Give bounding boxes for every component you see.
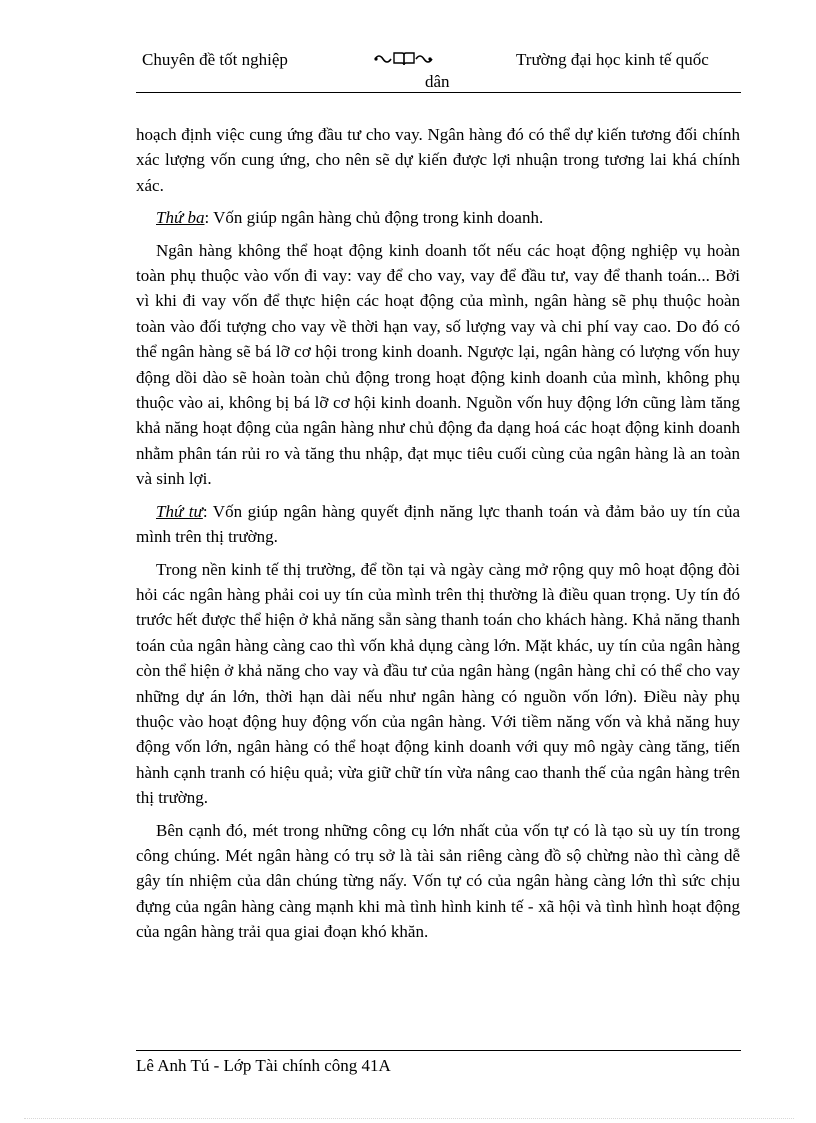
page-header: [136, 48, 741, 92]
header-thesis-label: Chuyên đề tốt nghiệp: [142, 50, 288, 69]
third-point-label: Thứ ba: [156, 208, 205, 228]
paragraph-market-reputation: Trong nền kinh tế thị trường, để tồn tại và ngày càng mở rộng quy mô hoạt động đòi hỏi các ngân hàng phải coi uy tín của mình trên thị thường là điều quan trọng. Uy tín đó trước hết được thể hiện ở khả năng sẵn sàng thanh toán cho khách hàng. Khả năng thanh toán của ngân hàng càng cao thì vốn khả dụng càng lớn. Mặt khác, uy tín của ngân hàng còn thể hiện ở khả năng cho vay và đầu tư của ngân hàng (ngân hàng chỉ có thể cho vay những dự án lớn, thời hạn dài nếu như ngân hàng có nguồn vốn lớn). Điều này phụ thuộc vào hoạt động huy động vốn của ngân hàng. Với tiềm năng vốn và khả năng huy động vốn lớn, ngân hàng có thể hoạt động kinh doanh với quy mô ngày càng tăng, tiến hành cạnh tranh có hiệu quả; vừa giữ chữ tín vừa nâng cao thanh thế của ngân hàng trên thị trường.: [136, 559, 740, 808]
book-ornament-icon: [372, 50, 434, 68]
paragraph-equity-capital: Bên cạnh đó, mét trong những công cụ lớn nhất của vốn tự có là tạo sù uy tín trong công chúng. Mét ngân hàng có trụ sở là tài sản riêng càng đồ sộ chừng nào thì càng dễ gây tín nhiệm của dân chúng từng nấy. Vốn tự có của ngân hàng càng lớn thì sức chịu đựng của ngân hàng càng mạnh khi mà tình hình kinh tế - xã hội và tình hình hoạt động của ngân hàng trải qua giai đoạn khó khăn.: [136, 820, 740, 942]
header-university-name: Trường đại học kinh tế quốc: [516, 50, 709, 69]
third-point-text: : Vốn giúp ngân hàng chủ động trong kinh doanh.: [204, 208, 544, 228]
header-university-name-continued: dân: [425, 72, 450, 91]
paragraph-continuation: hoạch định việc cung ứng đầu tư cho vay. Ngân hàng đó có thể dự kiến tương đối chính xác lượng vốn cung ứng, cho nên sẽ dự kiến được lợi nhuận trong tương lai khá chính xác.: [136, 125, 740, 195]
page-footer: Lê Anh Tú - Lớp Tài chính công 41A: [136, 1056, 391, 1075]
paragraph-proactive-business: Ngân hàng không thể hoạt động kinh doanh tốt nếu các hoạt động nghiệp vụ hoàn toàn phụ thuộc vào vốn đi vay: vay để cho vay, vay để đầu tư, vay để thanh toán... Bởi vì khi đi vay vốn để thực hiện các hoạt động của mình, ngân hàng sẽ phụ thuộc hoàn toàn vào đối tượng cho vay về thời hạn vay, số lượng vay và chi phí vay cao. Do đó có thể ngân hàng sẽ bá lỡ cơ hội trong kinh doanh. Ngược lại, ngân hàng có lượng vốn huy động dồi dào sẽ hoàn toàn chủ động trong hoạt động kinh doanh của mình, không phụ thuộc vào ai, không bị bá lỡ cơ hội kinh doanh. Nguồn vốn huy động lớn cũng làm tăng khả năng hoạt động của ngân hàng như chủ động đa dạng hoá các hoạt động kinh doanh nhằm phân tán rủi ro và tăng thu nhập, đạt mục tiêu cuối cùng của ngân hàng là an toàn và sinh lợi.: [136, 240, 740, 489]
header-divider: [136, 92, 741, 93]
page-boundary: [24, 1118, 794, 1119]
paragraph-third-point: [136, 205, 740, 230]
body-text: [136, 122, 740, 952]
fourth-point-label: Thứ tư: [156, 501, 203, 521]
paragraph-fourth-point: [136, 499, 740, 550]
footer-divider: [136, 1050, 741, 1051]
fourth-point-text: : Vốn giúp ngân hàng quyết định năng lực thanh toán và đảm bảo uy tín của mình trên thị trường.: [136, 501, 740, 547]
